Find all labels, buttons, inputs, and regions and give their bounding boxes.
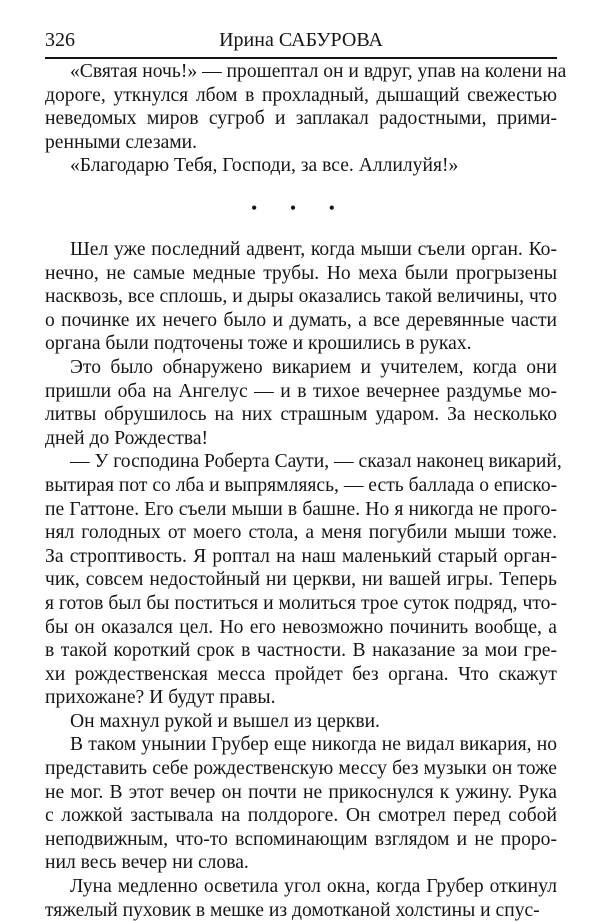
- text-line: дней до Рождества!: [45, 427, 209, 449]
- text-line: «Благодарю Тебя, Господи, за все. Аллилуйя!»: [70, 155, 459, 177]
- text-line: не мог. В этот вечер он почти не прикоснулся к ужину. Рука: [45, 781, 557, 803]
- text-line: о починке их нечего было и думать, а все деревянные части: [45, 309, 557, 331]
- text-line: ренными слезами.: [45, 131, 198, 153]
- text-line: чик, совсем недостойный ни церкви, ни вашей игры. Теперь: [45, 569, 557, 591]
- text-line: тяжелый пуховик в мешке из домотканой холстины и спус-: [45, 899, 540, 921]
- text-line: — У господина Роберта Саути, — сказал наконец викарий,: [70, 451, 562, 473]
- text-line: За строптивость. Я роптал на наш маленький старый орган-: [45, 545, 557, 567]
- text-line: «Святая ночь!» — прошептал он и вдруг, упав на колени на: [70, 61, 567, 82]
- text-block-2: [45, 238, 562, 922]
- text-line: насквозь, все сплошь, и дыры оказались такой величины, что: [45, 286, 557, 308]
- paragraph: [45, 60, 567, 154]
- running-title: Ирина САБУРОВА: [219, 29, 383, 51]
- paragraph: [45, 238, 557, 356]
- text-line: представить себе рождественскую мессу без музыки он тоже: [45, 758, 557, 780]
- text-line: пришли оба на Ангелус — и в тихое вечернее раздумье мо-: [45, 380, 557, 402]
- section-separator: • • •: [251, 198, 349, 218]
- text-line: органа были подточены тоже и крошились в руках.: [45, 333, 472, 355]
- text-line: В таком унынии Грубер еще никогда не видал викария, но: [70, 734, 557, 756]
- text-line: нечно, не самые медные трубы. Но меха были прогрызены: [45, 262, 557, 284]
- text-line: вытирая пот со лба и выпрямляясь, — есть баллада о еписко-: [45, 474, 558, 496]
- text-line: литвы обрушилось на них страшным ударом. За несколько: [45, 404, 557, 426]
- header-rule: [45, 57, 557, 59]
- running-header: [45, 29, 557, 55]
- text-line: дороге, уткнулся лбом в прохладный, дышащий свежестью: [45, 84, 557, 106]
- text-line: с ложкой застывала на полдороге. Он смотрел перед собой: [45, 805, 557, 827]
- text-line: нял голодных от моего стола, а меня погубили мыши тоже.: [45, 522, 557, 544]
- text-line: прихожане? И будут правы.: [45, 687, 276, 709]
- text-line: хи рождественская месса пройдет без органа. Что скажут: [45, 663, 557, 685]
- text-line: неведомых миров сугроб и заплакал радостными, прими-: [45, 108, 557, 130]
- text-line: Шел уже последний адвент, когда мыши съели орган. Ко-: [70, 239, 557, 260]
- paragraph: [45, 710, 557, 734]
- text-block-1: [45, 60, 567, 178]
- paragraph: [45, 356, 557, 450]
- paragraph: [45, 450, 562, 710]
- paragraph: [45, 875, 557, 922]
- page-number: 326: [45, 29, 75, 51]
- text-line: Он махнул рукой и вышел из церкви.: [70, 710, 380, 732]
- paragraph: [45, 154, 557, 178]
- text-line: Луна медленно осветила угол окна, когда Грубер откинул: [70, 876, 557, 898]
- text-line: нил весь вечер ни слова.: [45, 852, 249, 874]
- paragraph: [45, 733, 557, 875]
- text-line: пе Гаттоне. Его съели мыши в башне. Но я никогда не прого-: [45, 498, 557, 520]
- text-line: неподвижным, что-то вспоминающим взглядом и не проро-: [45, 828, 557, 850]
- text-line: Это было обнаружено викарием и учителем, когда они: [70, 356, 557, 378]
- text-line: в такой короткий срок в частности. В наказание за мои гре-: [45, 640, 557, 662]
- text-line: бы он оказался цел. Но его невозможно починить вообще, а: [45, 616, 557, 638]
- text-line: я готов был бы поститься и молиться трое суток подряд, что-: [45, 592, 557, 614]
